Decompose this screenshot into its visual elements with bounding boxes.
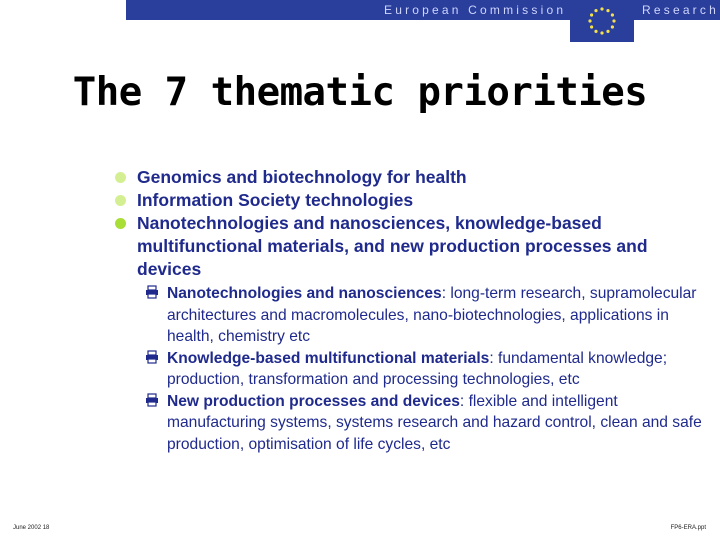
footer-date: June 2002 18 [13,525,50,531]
footer-filename: FP6-ERA.ppt [670,525,706,531]
sub-bullet-term: New production processes and devices [167,392,460,410]
bullet-text: Nanotechnologies and nanosciences, knowledge-based multifunctional materials, and new production processes and devices [137,213,648,279]
bullet-list [115,166,705,455]
printer-icon [145,350,159,364]
bullet-text: Information Society technologies [137,190,414,210]
sub-bullet-item [145,283,705,348]
sub-bullet-item [145,348,705,391]
bullet-dot-icon [115,195,126,206]
header-left-text: European Commission [384,3,567,17]
printer-icon [145,285,159,299]
sub-bullet-desc: : fundamental knowledge; production, transformation and processing technologies, etc [167,349,668,388]
bullet-item [115,166,705,189]
header-right-text: Research [642,3,719,17]
sub-bullet-list [145,283,705,455]
bullet-dot-icon [115,218,126,229]
bullet-text: Genomics and biotechnology for health [137,167,467,187]
bullet-item [115,212,705,281]
sub-bullet-desc: : flexible and intelligent manufacturing systems, systems research and hazard control, clean and safe production, optimisation of life cycles, etc [167,392,702,453]
slide-title: The 7 thematic priorities [72,70,648,115]
bullet-dot-icon [115,172,126,183]
eu-flag-logo [570,0,634,42]
sub-bullet-desc: : long-term research, supramolecular architectures and macromolecules, nano-biotechnologies, applications in health, chemistry etc [167,285,697,345]
printer-icon [145,393,159,407]
sub-bullet-item [145,391,705,456]
bullet-item [115,189,705,212]
sub-bullet-term: Nanotechnologies and nanosciences [167,285,442,302]
sub-bullet-term: Knowledge-based multifunctional materials [167,349,490,367]
